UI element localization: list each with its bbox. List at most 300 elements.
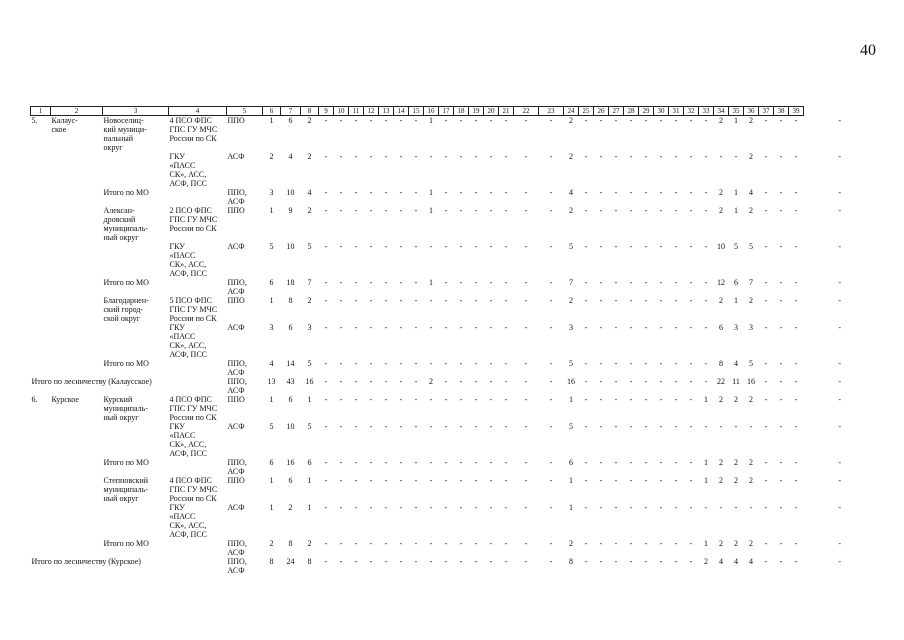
value-cell: -	[764, 539, 768, 548]
value-cell: -	[794, 422, 798, 431]
value-cell: -	[674, 557, 678, 566]
value-cell: -	[459, 188, 463, 197]
value-cell: 2	[569, 296, 573, 305]
value-cell: -	[324, 395, 328, 404]
value-cell: 2	[734, 476, 738, 485]
value-cell: -	[414, 359, 418, 368]
value-cell: -	[414, 242, 418, 251]
forestry-total-label: Итого по лесничеству (Курское)	[31, 557, 141, 566]
value-cell: -	[629, 278, 633, 287]
value-cell: -	[689, 206, 693, 215]
district-total-label: Итого по МО	[103, 458, 149, 467]
value-cell: 5	[307, 359, 312, 368]
value-cell: -	[414, 323, 418, 332]
value-cell: -	[704, 242, 708, 251]
value-cell: -	[764, 476, 768, 485]
value-cell: -	[369, 278, 373, 287]
value-cell: -	[384, 422, 388, 431]
value-cell: -	[459, 458, 463, 467]
value-cell: 16	[286, 458, 295, 467]
table-row	[31, 476, 877, 503]
value-cell: -	[838, 296, 842, 305]
value-cell: -	[674, 188, 678, 197]
value-cell: -	[584, 323, 588, 332]
value-cell: -	[354, 539, 358, 548]
forestry-total-label: Итого по лесничеству (Калаусское)	[31, 377, 152, 386]
value-cell: -	[444, 359, 448, 368]
value-cell: -	[629, 188, 633, 197]
value-cell: -	[659, 323, 663, 332]
value-cell: -	[644, 116, 648, 125]
value-cell: -	[549, 458, 553, 467]
value-cell: -	[764, 278, 768, 287]
value-cell: -	[459, 296, 463, 305]
forestry-cell	[51, 458, 103, 476]
value-cell: -	[354, 152, 358, 161]
district-cell	[103, 242, 169, 278]
value-cell: -	[644, 377, 648, 386]
value-cell: -	[524, 116, 528, 125]
forestry-cell	[51, 152, 103, 188]
row-number-cell	[31, 323, 51, 359]
value-cell: -	[524, 395, 528, 404]
value-cell: 1	[429, 206, 433, 215]
value-cell: -	[524, 296, 528, 305]
value-cell: -	[524, 152, 528, 161]
value-cell: -	[779, 377, 783, 386]
value-cell: -	[614, 116, 618, 125]
value-cell: -	[749, 422, 753, 431]
value-cell: -	[549, 557, 553, 566]
value-cell: 7	[749, 278, 753, 287]
value-cell: -	[838, 458, 842, 467]
value-cell: -	[794, 458, 798, 467]
value-cell: -	[764, 323, 768, 332]
value-cell: -	[764, 242, 768, 251]
value-cell: -	[504, 395, 508, 404]
value-cell: -	[474, 476, 478, 485]
value-cell: -	[444, 242, 448, 251]
forestry-cell	[51, 503, 103, 539]
value-cell: -	[764, 377, 768, 386]
value-cell: -	[674, 422, 678, 431]
value-cell: -	[474, 557, 478, 566]
value-cell: -	[704, 188, 708, 197]
value-cell: -	[614, 188, 618, 197]
value-cell: -	[779, 296, 783, 305]
value-cell: -	[324, 323, 328, 332]
value-cell: -	[838, 242, 842, 251]
value-cell: -	[704, 296, 708, 305]
value-cell: -	[584, 296, 588, 305]
organization-cell	[169, 188, 227, 206]
table-body	[31, 116, 877, 576]
value-cell: -	[444, 323, 448, 332]
value-cell: -	[324, 503, 328, 512]
value-cell: -	[324, 152, 328, 161]
value-cell: -	[779, 242, 783, 251]
value-cell: -	[459, 377, 463, 386]
value-cell: -	[779, 476, 783, 485]
value-cell: -	[489, 395, 493, 404]
row-number-cell	[31, 188, 51, 206]
value-cell: -	[369, 188, 373, 197]
value-cell: -	[584, 278, 588, 287]
organization-cell: 4 ПСО ФПС ГПС ГУ МЧС России по СК	[169, 476, 218, 503]
value-cell: 2	[734, 458, 738, 467]
table-row	[31, 458, 877, 476]
value-cell: -	[414, 476, 418, 485]
value-cell: -	[444, 458, 448, 467]
header-cell: 11	[349, 107, 364, 116]
header-cell: 32	[684, 107, 699, 116]
value-cell: -	[384, 359, 388, 368]
value-cell: -	[489, 557, 493, 566]
value-cell: -	[339, 503, 343, 512]
value-cell: -	[474, 206, 478, 215]
value-cell: 2	[569, 152, 573, 161]
value-cell: -	[689, 116, 693, 125]
value-cell: 5	[269, 422, 274, 431]
value-cell: 18	[286, 278, 295, 287]
value-cell: -	[549, 116, 553, 125]
value-cell: 1	[734, 188, 738, 197]
value-cell: 2	[569, 116, 573, 125]
value-cell: -	[838, 359, 842, 368]
value-cell: -	[489, 206, 493, 215]
value-cell: -	[384, 377, 388, 386]
district-total-label: Итого по МО	[103, 359, 149, 368]
value-cell: -	[599, 395, 603, 404]
value-cell: -	[659, 557, 663, 566]
district-cell: Курский муниципаль- ный округ	[103, 395, 148, 422]
value-cell: -	[339, 242, 343, 251]
value-cell: -	[659, 458, 663, 467]
value-cell: 5	[569, 422, 573, 431]
value-cell: -	[704, 152, 708, 161]
value-cell: 12	[717, 278, 725, 287]
header-cell: 13	[379, 107, 394, 116]
value-cell: -	[324, 557, 328, 566]
value-cell: -	[459, 539, 463, 548]
value-cell: -	[324, 422, 328, 431]
value-cell: -	[794, 278, 798, 287]
value-cell: -	[674, 296, 678, 305]
header-cell: 27	[609, 107, 624, 116]
value-cell: -	[764, 152, 768, 161]
value-cell: -	[474, 323, 478, 332]
unit-type-cell: ППО, АСФ	[227, 458, 247, 476]
value-cell: -	[764, 206, 768, 215]
organization-cell: ГКУ «ПАСС СК», АСС, АСФ, ПСС	[169, 242, 207, 278]
value-cell: 2	[749, 476, 753, 485]
value-cell: 2	[719, 206, 723, 215]
value-cell: -	[599, 458, 603, 467]
value-cell: -	[689, 458, 693, 467]
value-cell: -	[689, 152, 693, 161]
header-cell: 7	[281, 107, 301, 116]
value-cell: 2	[429, 377, 433, 386]
unit-type-cell: ППО	[227, 206, 245, 215]
value-cell: -	[339, 116, 343, 125]
row-number-cell	[31, 422, 51, 458]
value-cell: -	[659, 206, 663, 215]
value-cell: -	[354, 242, 358, 251]
value-cell: -	[429, 395, 433, 404]
value-cell: -	[614, 458, 618, 467]
value-cell: -	[444, 476, 448, 485]
value-cell: -	[599, 476, 603, 485]
value-cell: -	[749, 503, 753, 512]
value-cell: -	[524, 377, 528, 386]
value-cell: -	[584, 116, 588, 125]
value-cell: -	[384, 539, 388, 548]
value-cell: -	[339, 188, 343, 197]
header-cell: 30	[654, 107, 669, 116]
value-cell: 4	[269, 359, 274, 368]
value-cell: -	[504, 359, 508, 368]
value-cell: 2	[569, 206, 573, 215]
forestry-cell	[51, 206, 103, 242]
value-cell: -	[399, 278, 403, 287]
value-cell: -	[689, 395, 693, 404]
value-cell: -	[674, 395, 678, 404]
value-cell: 6	[734, 278, 738, 287]
value-cell: -	[704, 116, 708, 125]
value-cell: 1	[734, 296, 738, 305]
value-cell: -	[838, 115, 842, 125]
value-cell: -	[674, 242, 678, 251]
value-cell: 7	[307, 278, 312, 287]
value-cell: -	[838, 422, 842, 431]
value-cell: -	[629, 395, 633, 404]
value-cell: 1	[569, 476, 573, 485]
value-cell: -	[704, 422, 708, 431]
value-cell: -	[794, 395, 798, 404]
value-cell: 8	[288, 296, 293, 305]
value-cell: -	[614, 278, 618, 287]
district-total-label: Итого по МО	[103, 278, 149, 287]
value-cell: -	[324, 206, 328, 215]
value-cell: -	[339, 539, 343, 548]
value-cell: -	[644, 278, 648, 287]
value-cell: -	[474, 278, 478, 287]
value-cell: -	[689, 278, 693, 287]
value-cell: 6	[307, 458, 312, 467]
header-cell: 2	[51, 107, 103, 116]
header-cell: 38	[774, 107, 789, 116]
value-cell: -	[444, 503, 448, 512]
value-cell: 8	[307, 557, 312, 566]
value-cell: 1	[734, 116, 738, 125]
value-cell: -	[354, 458, 358, 467]
table-row	[31, 188, 877, 206]
value-cell: -	[369, 206, 373, 215]
header-cell: 24	[564, 107, 579, 116]
row-number-cell	[31, 242, 51, 278]
value-cell: -	[659, 188, 663, 197]
value-cell: -	[414, 395, 418, 404]
value-cell: 5	[734, 242, 738, 251]
value-cell: -	[504, 458, 508, 467]
value-cell: -	[599, 557, 603, 566]
value-cell: -	[779, 116, 783, 125]
value-cell: -	[459, 152, 463, 161]
value-cell: -	[644, 503, 648, 512]
header-cell: 33	[699, 107, 714, 116]
value-cell: -	[504, 539, 508, 548]
value-cell: -	[369, 503, 373, 512]
value-cell: -	[399, 242, 403, 251]
value-cell: -	[524, 359, 528, 368]
value-cell: -	[599, 323, 603, 332]
district-cell: Степновский муниципаль- ный округ	[103, 476, 149, 503]
header-cell: 19	[469, 107, 484, 116]
value-cell: -	[384, 206, 388, 215]
value-cell: -	[489, 422, 493, 431]
value-cell: 5	[307, 422, 312, 431]
value-cell: -	[354, 422, 358, 431]
value-cell: -	[339, 323, 343, 332]
value-cell: -	[354, 476, 358, 485]
value-cell: 2	[749, 206, 753, 215]
value-cell: -	[414, 296, 418, 305]
value-cell: -	[614, 152, 618, 161]
organization-cell	[169, 359, 227, 377]
header-cell: 15	[409, 107, 424, 116]
value-cell: -	[838, 557, 842, 566]
value-cell: -	[599, 377, 603, 386]
value-cell: 6	[288, 323, 293, 332]
value-cell: -	[689, 557, 693, 566]
value-cell: 3	[269, 323, 274, 332]
value-cell: -	[399, 458, 403, 467]
value-cell: 4	[734, 557, 738, 566]
value-cell: -	[674, 323, 678, 332]
organization-cell: ГКУ «ПАСС СК», АСС, АСФ, ПСС	[169, 152, 207, 188]
value-cell: -	[794, 557, 798, 566]
value-cell: -	[369, 359, 373, 368]
value-cell: 8	[719, 359, 723, 368]
value-cell: -	[384, 296, 388, 305]
value-cell: 2	[749, 152, 753, 161]
value-cell: -	[674, 116, 678, 125]
forestry-cell	[51, 422, 103, 458]
value-cell: -	[629, 116, 633, 125]
value-cell: -	[549, 422, 553, 431]
forestry-cell	[51, 242, 103, 278]
value-cell: 1	[569, 503, 573, 512]
value-cell: 43	[286, 377, 295, 386]
value-cell: -	[629, 539, 633, 548]
value-cell: -	[689, 476, 693, 485]
value-cell: -	[459, 359, 463, 368]
value-cell: -	[369, 476, 373, 485]
value-cell: -	[414, 503, 418, 512]
value-cell: -	[414, 206, 418, 215]
row-number-cell	[31, 476, 51, 503]
value-cell: 5	[269, 242, 274, 251]
district-cell	[103, 152, 169, 188]
header-cell: 37	[759, 107, 774, 116]
value-cell: -	[719, 422, 723, 431]
header-cell: 39	[789, 107, 804, 116]
value-cell: -	[384, 557, 388, 566]
value-cell: -	[524, 242, 528, 251]
value-cell: -	[524, 557, 528, 566]
value-cell: -	[429, 359, 433, 368]
value-cell: -	[704, 377, 708, 386]
district-cell	[103, 422, 169, 458]
value-cell: 16	[305, 377, 314, 386]
value-cell: 2	[719, 476, 723, 485]
header-cell: 34	[714, 107, 729, 116]
value-cell: 7	[569, 278, 573, 287]
value-cell: 2	[749, 296, 753, 305]
value-cell: -	[838, 395, 842, 404]
value-cell: 4	[719, 557, 723, 566]
value-cell: 2	[719, 395, 723, 404]
row-number-cell	[31, 206, 51, 242]
value-cell: -	[399, 422, 403, 431]
value-cell: 2	[269, 539, 274, 548]
value-cell: 2	[569, 539, 573, 548]
header-cell: 31	[669, 107, 684, 116]
value-cell: -	[414, 422, 418, 431]
value-cell: -	[324, 458, 328, 467]
value-cell: -	[704, 206, 708, 215]
value-cell: 2	[307, 152, 312, 161]
value-cell: -	[689, 359, 693, 368]
value-cell: 4	[307, 188, 312, 197]
value-cell: -	[764, 116, 768, 125]
forestry-cell	[51, 359, 103, 377]
value-cell: 2	[704, 557, 708, 566]
table-row	[31, 116, 877, 153]
row-number-cell: 6.	[31, 395, 38, 404]
value-cell: -	[429, 458, 433, 467]
value-cell: 4	[288, 152, 293, 161]
value-cell: -	[354, 278, 358, 287]
value-cell: -	[384, 503, 388, 512]
value-cell: -	[584, 242, 588, 251]
forestry-cell	[51, 476, 103, 503]
value-cell: -	[524, 206, 528, 215]
value-cell: -	[504, 422, 508, 431]
value-cell: -	[489, 296, 493, 305]
value-cell: -	[459, 242, 463, 251]
value-cell: -	[689, 539, 693, 548]
value-cell: -	[644, 323, 648, 332]
value-cell: 1	[307, 503, 312, 512]
value-cell: -	[584, 188, 588, 197]
value-cell: -	[659, 296, 663, 305]
district-total-label: Итого по МО	[103, 188, 149, 197]
organization-cell	[169, 458, 227, 476]
value-cell: -	[659, 359, 663, 368]
value-cell: -	[629, 323, 633, 332]
value-cell: -	[354, 188, 358, 197]
value-cell: 1	[269, 476, 274, 485]
value-cell: -	[504, 152, 508, 161]
value-cell: -	[414, 116, 418, 125]
value-cell: -	[644, 557, 648, 566]
header-cell: 4	[169, 107, 227, 116]
value-cell: -	[779, 359, 783, 368]
value-cell: -	[384, 458, 388, 467]
row-number-cell	[31, 539, 51, 557]
value-cell: -	[644, 422, 648, 431]
